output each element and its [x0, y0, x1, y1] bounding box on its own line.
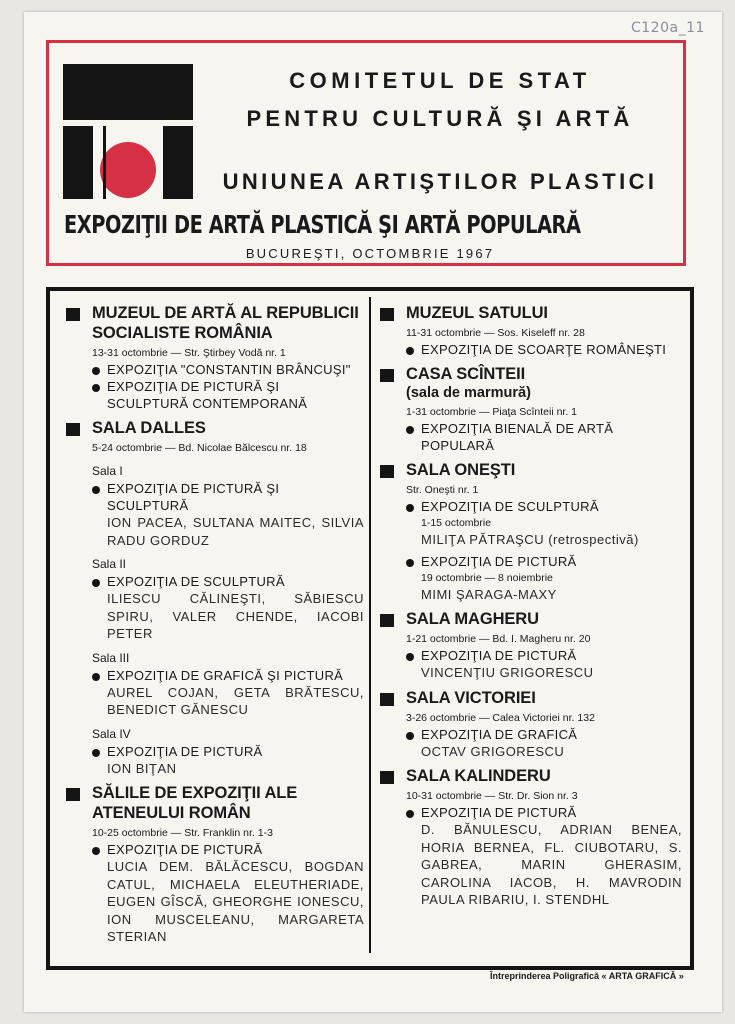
venue-title: MUZEUL DE ARTĂ AL REPUBLICII SOCIALISTE ROMÂNIA [92, 304, 359, 342]
exhibition-label: EXPOZIŢIA DE GRAFICĂ ŞI PICTURĂ [107, 667, 344, 683]
exhibition-label: EXPOZIŢIA DE GRAFICĂ [421, 726, 578, 742]
square-bullet-icon [380, 614, 394, 627]
dot-bullet-icon [92, 749, 100, 757]
artist-names: D. BĂNULESCU, ADRIAN BENEA, HORIA BERNEA, FL. CIUBOTARU, S. GABREA, MARIN GHERASIM, CAROLINA IACOB, H. MAVRODIN PAULA RIBARIU, I. STENDHL [421, 822, 682, 907]
dot-bullet-icon [92, 847, 100, 855]
venue-date: 13-31 octombrie — Str. Ştirbey Vodă nr. 1 [92, 347, 286, 359]
artist-names: LUCIA DEM. BĂLĂCESCU, BOGDAN CATUL, MICHAELA ELEUTHERIADE, EUGEN GÎSCĂ, GHEORGHE IONESCU, ION MUSCELEANU, MARGARETA STERIAN [107, 859, 364, 944]
dot-bullet-icon [406, 810, 414, 818]
header-line-3: UNIUNEA ARTIŞTILOR PLASTICI [222, 169, 658, 194]
poster-title: EXPOZIŢII DE ARTĂ PLASTICĂ ŞI ARTĂ POPULARĂ [64, 210, 581, 239]
exhibition-label: EXPOZIŢIA DE PICTURĂ [107, 842, 263, 857]
square-bullet-icon [66, 308, 80, 321]
exhibition-label: EXPOZIŢIA DE PICTURĂ [421, 805, 577, 820]
venue-sala-dalles [66, 418, 364, 777]
square-bullet-icon [66, 423, 80, 436]
venue-title: MUZEUL SATULUI [406, 304, 548, 322]
dot-bullet-icon [92, 367, 100, 375]
venue-date: 10-25 octombrie — Str. Franklin nr. 1-3 [92, 827, 273, 839]
exhibition-label: EXPOZIŢIA DE PICTURĂ [107, 743, 263, 759]
venue-sala-magheru [380, 609, 682, 682]
exhibition-date: 1-15 octombrie [421, 517, 492, 529]
dot-bullet-icon [92, 384, 100, 392]
header-line-1: COMITETUL DE STAT [289, 68, 591, 93]
venue-sala-kalinderu [380, 766, 682, 909]
artist-names: ION PACEA, SULTANA MAITEC, SILVIA RADU GORDUZ [107, 515, 364, 548]
dot-bullet-icon [406, 653, 414, 661]
venue-sala-onesti [380, 460, 682, 603]
venue-title: SALA VICTORIEI [406, 688, 536, 707]
dot-bullet-icon [406, 559, 414, 567]
artist-names: VINCENŢIU GRIGORESCU [421, 665, 594, 680]
venue-muzeul-satului [380, 303, 682, 358]
exhibition-label: EXPOZIŢIA DE PICTURĂ ŞI SCULPTURĂ [107, 481, 280, 513]
dot-bullet-icon [406, 732, 414, 740]
header-line-2: PENTRU CULTURĂ ŞI ARTĂ [246, 106, 634, 131]
exhibition-label: EXPOZIŢIA DE SCOARŢE ROMÂNEŞTI [421, 342, 667, 357]
exhibition-label: EXPOZIŢIA DE PICTURĂ [421, 553, 577, 569]
room-label: Sala I [92, 464, 123, 478]
venue-subtitle: (sala de marmură) [406, 385, 531, 401]
venue-casa-scinteii [380, 364, 682, 454]
poster-subtitle: BUCUREŞTI, OCTOMBRIE 1967 [245, 246, 495, 261]
exhibition-date: 19 octombrie — 8 noiembrie [421, 571, 553, 584]
exhibition-label: EXPOZIŢIA BIENALĂ DE ARTĂ POPULARĂ [421, 421, 614, 453]
square-bullet-icon [380, 693, 394, 706]
venue-date: 10-31 octombrie — Str. Dr. Sion nr. 3 [406, 790, 578, 802]
left-column [66, 303, 364, 952]
venue-title: CASA SCÎNTEII [406, 365, 526, 383]
exhibition-label: EXPOZIŢIA DE PICTURĂ [421, 648, 577, 663]
exhibition-label: EXPOZIŢIA DE PICTURĂ ŞI SCULPTURĂ CONTEMPORANĂ [107, 379, 308, 411]
exhibition-label: EXPOZIŢIA DE SCULPTURĂ [107, 574, 285, 589]
venue-date: 5-24 octombrie — Bd. Nicolae Bălcescu nr. 18 [92, 442, 307, 454]
room-label: Sala II [92, 557, 127, 571]
venue-date: 3-26 octombrie — Calea Victoriei nr. 132 [406, 711, 595, 724]
square-bullet-icon [380, 308, 394, 321]
right-column [380, 303, 682, 915]
venue-date: 1-31 octombrie — Piaţa Scînteii nr. 1 [406, 406, 577, 418]
dot-bullet-icon [406, 426, 414, 434]
venue-title: SALA ONEŞTI [406, 461, 516, 479]
venue-title: SĂLILE DE EXPOZIŢII ALE ATENEULUI ROMÂN [92, 784, 298, 822]
exhibition-label: EXPOZIŢIA "CONSTANTIN BRÂNCUŞI" [107, 362, 351, 377]
dot-bullet-icon [92, 486, 100, 494]
artist-names: MIMI ŞARAGA-MAXY [421, 586, 557, 602]
artist-names: AUREL COJAN, GETA BRĂTESCU, BENEDICT GĂNESCU [107, 684, 364, 717]
venue-date: 1-21 octombrie — Bd. I. Magheru nr. 20 [406, 633, 591, 645]
artist-names: ILIESCU CĂLINEŞTI, SĂBIESCU SPIRU, VALER CHENDE, IACOBI PETER [107, 591, 364, 641]
artist-names: OCTAV GRIGORESCU [421, 743, 565, 759]
dot-bullet-icon [406, 504, 414, 512]
room-label: Sala IV [92, 726, 131, 741]
exhibition-label: EXPOZIŢIA DE SCULPTURĂ [421, 499, 599, 514]
venue-sala-victoriei [380, 688, 682, 761]
square-bullet-icon [66, 788, 80, 801]
dot-bullet-icon [92, 579, 100, 587]
union-logo-icon [63, 64, 193, 199]
artist-names: ION BIŢAN [107, 760, 177, 776]
venue-date: Str. Oneşti nr. 1 [406, 484, 479, 496]
venue-date: 11-31 octombrie — Sos. Kiseleff nr. 28 [406, 327, 585, 339]
venue-ateneul-roman [66, 783, 364, 946]
dot-bullet-icon [92, 673, 100, 681]
column-divider [369, 297, 371, 953]
artist-names: MILIŢA PĂTRAŞCU (retrospectivă) [421, 532, 639, 547]
square-bullet-icon [380, 771, 394, 784]
square-bullet-icon [380, 465, 394, 478]
venue-title: SALA DALLES [92, 419, 206, 437]
venue-title: SALA MAGHERU [406, 610, 539, 628]
venue-title: SALA KALINDERU [406, 767, 551, 785]
printer-credit: Întreprinderea Poligrafică « ARTA GRAFICĂ » [490, 971, 684, 981]
square-bullet-icon [380, 369, 394, 382]
archive-pencil-note: C120a_11 [631, 20, 705, 36]
dot-bullet-icon [406, 347, 414, 355]
room-label: Sala III [92, 650, 130, 665]
venue-muzeul-de-arta [66, 303, 364, 412]
